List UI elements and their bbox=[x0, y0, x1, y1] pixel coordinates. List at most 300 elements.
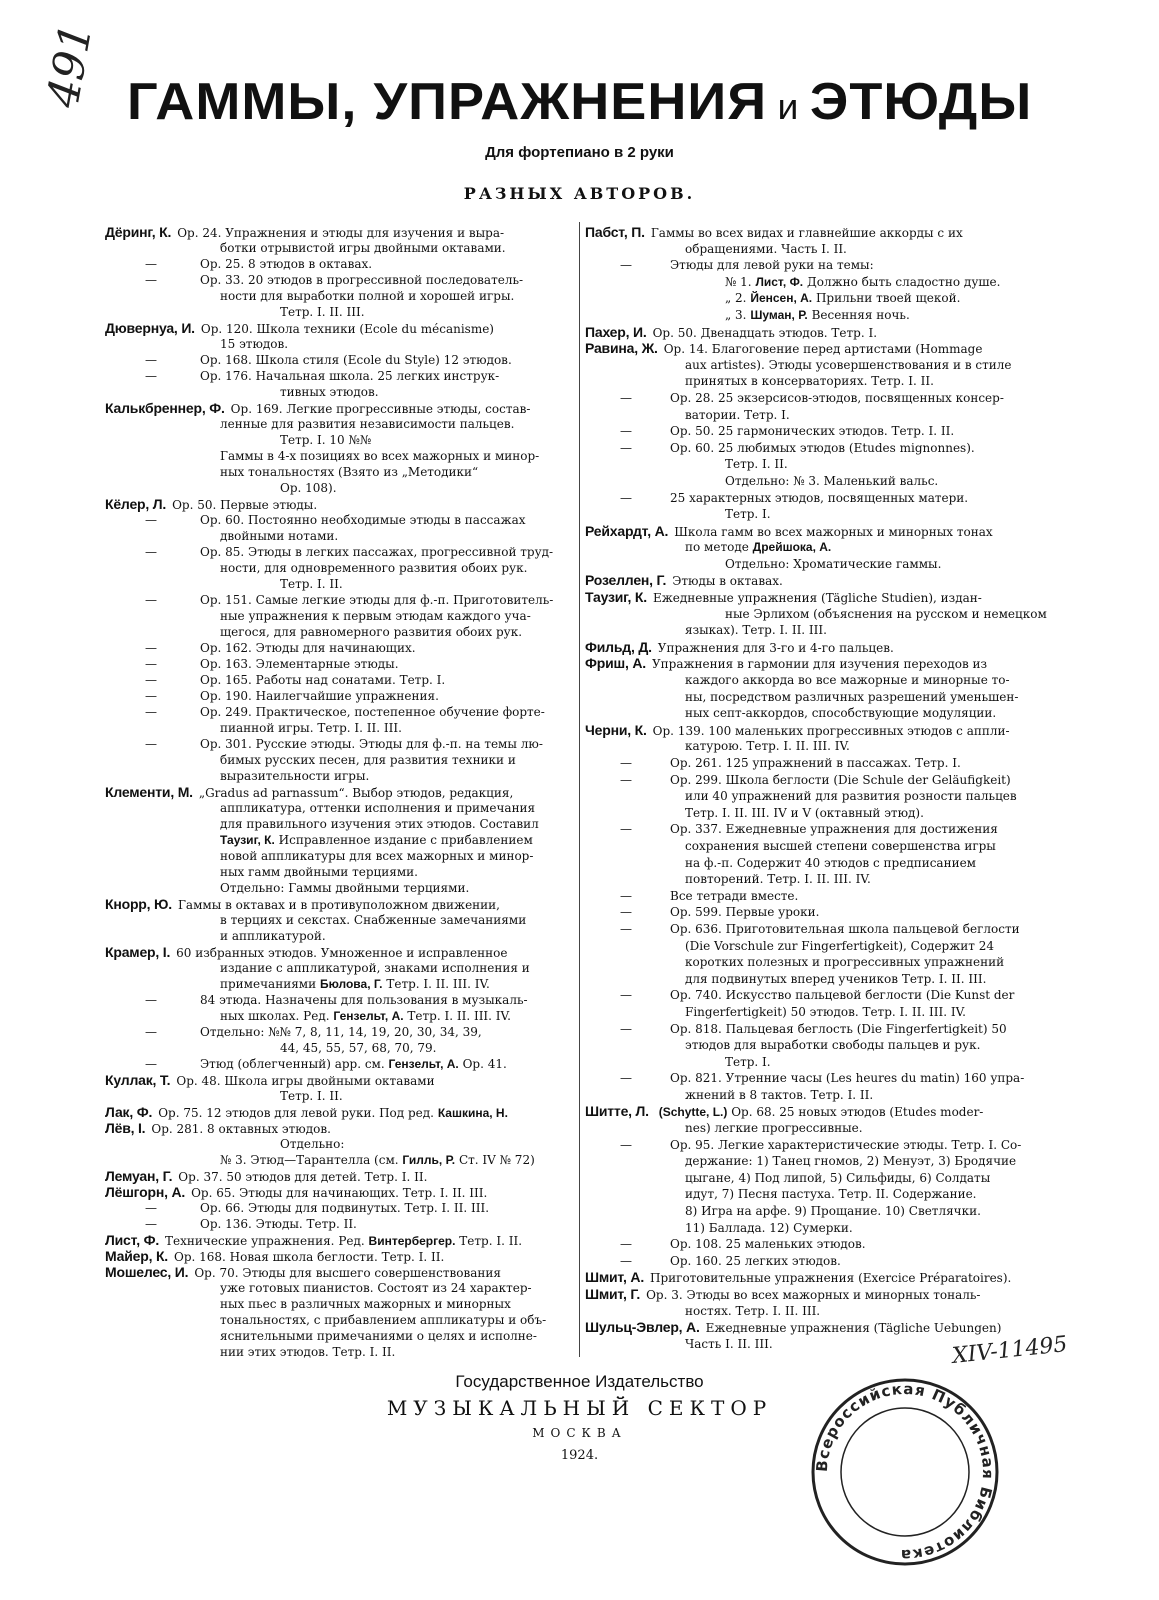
work-description: Тетр. I. bbox=[725, 1054, 771, 1069]
dash-mark: — bbox=[145, 593, 157, 607]
handwritten-inventory-number: XIV-11495 bbox=[950, 1332, 1069, 1369]
line-content bbox=[670, 888, 798, 905]
catalog-line bbox=[585, 241, 1055, 258]
title-part: ЭТЮДЫ bbox=[809, 73, 1033, 131]
dash-mark: — bbox=[145, 545, 157, 559]
catalog-line bbox=[105, 752, 573, 768]
work-description: Должно быть сладостно душе. bbox=[806, 274, 1001, 289]
work-description: бимых русских песен, для развития техники и bbox=[220, 753, 516, 767]
work-description: 25 характерных этюдов, посвященных матери. bbox=[670, 490, 969, 505]
composer-name: Таузиг, К. bbox=[585, 589, 647, 606]
work-description: этюдов для выработки свободы пальцев и рук. bbox=[685, 1038, 981, 1053]
referenced-name: Винтербергер. bbox=[368, 1234, 456, 1248]
catalog-line bbox=[585, 440, 1055, 457]
catalog-line bbox=[105, 1296, 573, 1312]
dash-mark: — bbox=[145, 689, 157, 703]
work-description: Ор. 169. Легкие прогрессивные этюды, состав- bbox=[230, 402, 531, 416]
work-description: обращениями. Часть I. II. bbox=[685, 241, 847, 256]
work-description: Все тетради вместе. bbox=[670, 888, 799, 903]
work-description: Ор. 299. Школа беглости (Die Schule der Geläufigkeit) bbox=[670, 772, 1011, 787]
composer-name: Лист, Ф. bbox=[105, 1232, 160, 1248]
work-description: Ор. 162. Этюды для начинающих. bbox=[200, 641, 416, 655]
work-description: Ор. 3. Этюды во всех мажорных и минорных тональ- bbox=[646, 1288, 981, 1302]
work-description: Ор. 33. 20 этюдов в прогрессивной последователь- bbox=[200, 273, 524, 287]
line-content bbox=[670, 440, 975, 457]
work-description: Прильни твоей щекой. bbox=[815, 291, 961, 306]
dash-mark: — bbox=[145, 657, 157, 671]
work-description: щегося, для равномерного развития обоих рук. bbox=[220, 625, 523, 639]
work-description: Тетр. I. 10 №№ bbox=[280, 433, 372, 447]
dash-mark: — bbox=[145, 1201, 157, 1215]
work-description: Ор. 95. Легкие характеристические этюды. Тетр. I. Со- bbox=[670, 1137, 1022, 1152]
catalog-line bbox=[105, 704, 573, 720]
catalog-line bbox=[105, 1216, 573, 1232]
composer-name: Кнорр, Ю. bbox=[105, 896, 172, 912]
catalog-line bbox=[105, 688, 573, 704]
work-description: Ор. 636. Приготовительная школа пальцевой беглости bbox=[670, 921, 1020, 936]
catalog-line bbox=[585, 705, 1055, 722]
work-description: Ор. 249. Практическое, постепенное обучение форте- bbox=[200, 705, 545, 719]
catalog-line bbox=[105, 880, 573, 896]
line-content bbox=[280, 1088, 343, 1104]
publisher-city: МОСКВА bbox=[532, 1426, 627, 1440]
dash-mark: — bbox=[145, 641, 157, 655]
work-description: ных гамм двойными терциями. bbox=[220, 865, 418, 879]
work-description: Ор. 740. Искусство пальцевой беглости (Die Kunst der bbox=[670, 988, 1015, 1003]
catalog-line bbox=[105, 864, 573, 880]
catalog-line bbox=[585, 1186, 1055, 1203]
line-content bbox=[670, 904, 819, 921]
catalog-line bbox=[585, 1203, 1055, 1220]
line-content bbox=[670, 921, 1020, 938]
catalog-line bbox=[585, 755, 1055, 772]
catalog-line bbox=[585, 290, 1055, 307]
work-description: Гаммы в октавах и в противуположном движении, bbox=[177, 898, 500, 912]
line-content bbox=[200, 1024, 482, 1040]
dash-mark: — bbox=[620, 772, 632, 787]
work-description: Ор. 24. Упражнения и этюды для изучения и выра- bbox=[177, 226, 505, 240]
composer-name: Пабст, П. bbox=[585, 224, 645, 240]
catalog-line bbox=[105, 800, 573, 816]
work-description: в терциях и секстах. Снабженные замечаниями bbox=[220, 913, 527, 927]
catalog-line bbox=[585, 1269, 1055, 1286]
dash-mark: — bbox=[620, 888, 632, 903]
line-content bbox=[585, 1269, 1011, 1287]
catalog-line bbox=[585, 622, 1055, 639]
catalog-line bbox=[585, 572, 1055, 589]
line-content bbox=[725, 556, 941, 573]
line-content bbox=[670, 1236, 866, 1253]
line-content bbox=[585, 1319, 1001, 1337]
catalog-line bbox=[105, 1120, 573, 1136]
work-description: Ор. 599. Первые уроки. bbox=[670, 905, 820, 920]
line-content bbox=[685, 1203, 981, 1220]
line-content bbox=[670, 390, 1004, 407]
work-description: 11) Баллада. 12) Сумерки. bbox=[685, 1220, 853, 1235]
catalog-line bbox=[105, 416, 573, 432]
line-content bbox=[670, 987, 1014, 1004]
work-description: Ор. 821. Утренние часы (Les heures du matin) 160 упра- bbox=[670, 1071, 1025, 1086]
line-content bbox=[585, 639, 894, 657]
line-content bbox=[685, 954, 1004, 971]
work-description: жнений в 8 тактов. Тетр. I. II. bbox=[685, 1087, 874, 1102]
library-stamp-icon bbox=[805, 1372, 1005, 1572]
catalog-line bbox=[105, 336, 573, 352]
work-description: каждого аккорда во все мажорные и минорные то- bbox=[685, 673, 1010, 688]
composer-name: Куллак, Т. bbox=[105, 1072, 171, 1088]
catalog-line bbox=[105, 272, 573, 288]
catalog-line bbox=[105, 368, 573, 384]
catalog-line bbox=[105, 848, 573, 864]
line-content bbox=[685, 1186, 977, 1203]
catalog-line bbox=[585, 274, 1055, 291]
dash-mark: — bbox=[145, 1025, 157, 1039]
catalog-line bbox=[585, 1303, 1055, 1320]
line-content bbox=[105, 1168, 427, 1185]
line-content bbox=[725, 307, 910, 324]
dash-mark: — bbox=[620, 1021, 632, 1036]
work-description: Ежедневные упражнения (Tägliche Studien), издан- bbox=[652, 591, 982, 606]
work-description: Упражнения в гармонии для изучения переходов из bbox=[651, 657, 988, 672]
work-description: Ор. 190. Наилегчайшие упражнения. bbox=[200, 689, 439, 703]
composer-name: Черни, К. bbox=[585, 721, 647, 738]
work-description: Ор. 50. 25 гармонических этюдов. Тетр. I. II. bbox=[670, 424, 955, 439]
line-content bbox=[685, 1170, 990, 1187]
line-content bbox=[220, 416, 514, 432]
dash-mark: — bbox=[620, 1137, 632, 1152]
catalog-line bbox=[105, 960, 573, 976]
catalog-line bbox=[105, 1184, 573, 1200]
catalog-line bbox=[585, 307, 1055, 324]
line-content bbox=[585, 655, 987, 673]
catalog-line bbox=[105, 1040, 573, 1056]
line-content bbox=[220, 464, 478, 480]
catalog-line bbox=[585, 1037, 1055, 1054]
line-content bbox=[685, 705, 996, 722]
line-content bbox=[280, 1040, 436, 1056]
referenced-name: Йенсен, А. bbox=[750, 291, 813, 306]
line-content bbox=[685, 407, 790, 424]
work-description: катурою. Тетр. I. II. III. IV. bbox=[685, 739, 850, 754]
catalog-column-right bbox=[585, 224, 1055, 1352]
catalog-line bbox=[105, 288, 573, 304]
catalog-line bbox=[585, 423, 1055, 440]
composer-name: Майер, К. bbox=[105, 1248, 168, 1264]
catalog-line bbox=[105, 720, 573, 736]
work-description: Этюды в октавах. bbox=[672, 574, 783, 589]
catalog-line bbox=[585, 1087, 1055, 1104]
composer-name: Дювернуа, И. bbox=[105, 320, 195, 336]
work-description: 8) Игра на арфе. 9) Прощание. 10) Светлячки. bbox=[685, 1204, 981, 1219]
catalog-line bbox=[585, 556, 1055, 573]
composer-name: Крамер, I. bbox=[105, 944, 171, 960]
line-content bbox=[670, 1070, 1024, 1087]
catalog-line bbox=[585, 357, 1055, 374]
catalog-line bbox=[105, 944, 573, 960]
publisher-sector: МУЗЫКАЛЬНЫЙ СЕКТОР bbox=[386, 1396, 773, 1420]
catalog-line bbox=[585, 390, 1055, 407]
line-content bbox=[105, 784, 513, 801]
work-description: ботки отрывистой игры двойными октавами. bbox=[220, 241, 506, 255]
work-description: ные Эрлихом (объяснения на русском и немецком bbox=[725, 606, 1047, 621]
catalog-line bbox=[105, 464, 573, 480]
work-description: Тетр. I. II. bbox=[280, 577, 343, 591]
composer-name: Шмит, Г. bbox=[585, 1286, 641, 1302]
line-content bbox=[220, 1008, 511, 1024]
catalog-column-left bbox=[105, 224, 573, 1360]
work-description: пианной игры. Тетр. I. II. III. bbox=[220, 721, 402, 735]
work-description: Приготовительные упражнения (Exercice Préparatoires). bbox=[650, 1271, 1012, 1286]
work-description: Тетр. I. bbox=[725, 507, 771, 522]
work-description: Исправленное издание с прибавлением bbox=[278, 833, 533, 847]
work-description: Ор. 151. Самые легкие этюды для ф.-п. Приготовитель- bbox=[200, 593, 554, 607]
line-content bbox=[280, 576, 343, 592]
catalog-line bbox=[585, 1319, 1055, 1336]
catalog-line bbox=[105, 1056, 573, 1072]
line-content bbox=[670, 821, 998, 838]
work-description: Упражнения для 3-го и 4-го пальцев. bbox=[657, 640, 894, 655]
referenced-name: Шуман, Р. bbox=[750, 307, 808, 322]
line-content bbox=[200, 688, 439, 704]
catalog-line bbox=[105, 448, 573, 464]
work-description: Тетр. I. II. III. IV и V (октавный этюд). bbox=[685, 805, 924, 820]
work-description: Fingerfertigkeit) 50 этюдов. Тетр. I. II. III. IV. bbox=[685, 1004, 966, 1019]
line-content bbox=[200, 992, 528, 1008]
title-conjunction: и bbox=[777, 86, 800, 127]
catalog-line bbox=[585, 506, 1055, 523]
work-description: „ 3. bbox=[725, 307, 747, 322]
line-content bbox=[585, 324, 877, 342]
line-content bbox=[670, 423, 954, 440]
line-content bbox=[685, 622, 827, 639]
line-content bbox=[220, 960, 530, 976]
catalog-line bbox=[105, 608, 573, 624]
line-content bbox=[725, 274, 1000, 291]
work-description: Ор. 14. Благоговение перед артистами (Hommage bbox=[663, 342, 983, 357]
catalog-line bbox=[585, 639, 1055, 656]
catalog-line bbox=[105, 512, 573, 528]
work-description: № 3. Этюд—Тарантелла (см. bbox=[220, 1153, 399, 1167]
catalog-line bbox=[585, 1054, 1055, 1071]
line-content bbox=[670, 1253, 841, 1270]
line-content bbox=[685, 1037, 980, 1054]
work-description: Ор. 337. Ежедневные упражнения для достижения bbox=[670, 822, 998, 837]
work-description: принятых в консерваториях. Тетр. I. II. bbox=[685, 374, 934, 389]
work-description: Ор. 50. Первые этюды. bbox=[172, 498, 318, 512]
catalog-line bbox=[105, 576, 573, 592]
work-description: Ст. IV № 72) bbox=[458, 1153, 535, 1167]
catalog-line bbox=[105, 256, 573, 272]
svg-text:Всероссийская Публичная Библио: Всероссийская Публичная Библиотека bbox=[812, 1379, 998, 1565]
catalog-line bbox=[105, 1232, 573, 1248]
catalog-line bbox=[105, 832, 573, 848]
composer-name: Равина, Ж. bbox=[585, 340, 658, 357]
composer-name: Фильд, Д. bbox=[585, 638, 652, 655]
dash-mark: — bbox=[145, 673, 157, 687]
work-description: ностях. Тетр. I. II. III. bbox=[685, 1303, 821, 1318]
work-description: Тетр. I. II. bbox=[459, 1234, 523, 1248]
line-content bbox=[685, 357, 1011, 374]
work-description: коротких полезных и прогрессивных упражнений bbox=[685, 955, 1005, 970]
referenced-name: Лист, Ф. bbox=[755, 274, 804, 289]
line-content bbox=[220, 288, 514, 304]
work-description: Весенняя ночь. bbox=[811, 307, 910, 322]
catalog-line bbox=[585, 456, 1055, 473]
referenced-name: Гензельт, А. bbox=[333, 1009, 404, 1023]
title-part: ГАММЫ, УПРАЖНЕНИЯ bbox=[126, 73, 768, 131]
catalog-line bbox=[105, 240, 573, 256]
work-description: уже готовых пианистов. Состоят из 24 характер- bbox=[220, 1281, 532, 1295]
work-description: Ор. 176. Начальная школа. 25 легких инструк- bbox=[200, 369, 500, 383]
work-description: Технические упражнения. Ред. bbox=[165, 1234, 365, 1248]
line-content bbox=[105, 496, 317, 513]
catalog-line bbox=[585, 1021, 1055, 1038]
composer-name: Шмит, А. bbox=[585, 1269, 645, 1286]
catalog-line bbox=[105, 1312, 573, 1328]
work-description: Тетр. I. II. bbox=[725, 457, 788, 472]
referenced-name: Гилль, Р. bbox=[402, 1153, 456, 1167]
catalog-line bbox=[105, 816, 573, 832]
line-content bbox=[685, 241, 847, 258]
line-content bbox=[725, 456, 788, 473]
catalog-line bbox=[585, 838, 1055, 855]
catalog-line bbox=[105, 1344, 573, 1360]
work-description: идут, 7) Песня пастуха. Тетр. II. Содержание. bbox=[685, 1187, 977, 1202]
line-content bbox=[585, 1103, 983, 1121]
line-content bbox=[200, 544, 553, 560]
line-content bbox=[105, 1184, 487, 1201]
line-content bbox=[685, 855, 976, 872]
work-description: цыгане, 4) Под липой, 5) Сильфиды, 6) Солдаты bbox=[685, 1170, 991, 1185]
publication-year: 1924. bbox=[560, 1448, 599, 1463]
work-description: по методе bbox=[685, 540, 749, 555]
line-content bbox=[200, 1216, 357, 1232]
line-content bbox=[725, 506, 771, 523]
catalog-line bbox=[585, 987, 1055, 1004]
column-divider bbox=[579, 222, 580, 1357]
line-content bbox=[220, 1152, 535, 1168]
catalog-line bbox=[105, 400, 573, 416]
dash-mark: — bbox=[620, 440, 632, 455]
catalog-line bbox=[105, 1008, 573, 1024]
work-description: примечаниями bbox=[220, 977, 317, 991]
work-description: (Die Vorschule zur Fingerfertigkeit), Содержит 24 bbox=[685, 938, 994, 953]
line-content bbox=[220, 880, 469, 896]
dash-mark: — bbox=[620, 258, 632, 273]
line-content bbox=[200, 272, 523, 288]
catalog-line bbox=[585, 340, 1055, 357]
handwritten-number: 491 bbox=[37, 19, 103, 112]
line-content bbox=[725, 606, 1047, 623]
work-description: ности, для одновременного развития обоих рук. bbox=[220, 561, 528, 575]
catalog-line bbox=[585, 938, 1055, 955]
line-content bbox=[670, 772, 1011, 789]
catalog-line bbox=[105, 1024, 573, 1040]
catalog-line bbox=[105, 1168, 573, 1184]
catalog-line bbox=[585, 224, 1055, 241]
work-description: Ор. 41. bbox=[462, 1057, 507, 1071]
work-description: Ор. 160. 25 легких этюдов. bbox=[670, 1253, 841, 1268]
line-content bbox=[220, 240, 506, 256]
line-content bbox=[200, 656, 399, 672]
line-content bbox=[200, 1200, 489, 1216]
work-description: ности для выработки полной и хорошей игры. bbox=[220, 289, 515, 303]
catalog-line bbox=[585, 788, 1055, 805]
composer-name: Калькбреннер, Ф. bbox=[105, 400, 225, 416]
line-content bbox=[220, 448, 539, 464]
catalog-line bbox=[585, 1153, 1055, 1170]
catalog-line bbox=[105, 480, 573, 496]
work-description: и аппликатурой. bbox=[220, 929, 326, 943]
line-content bbox=[220, 624, 522, 640]
composer-name: Лёв, I. bbox=[105, 1120, 146, 1136]
work-description: Тетр. I. II. III. bbox=[280, 305, 365, 319]
dash-mark: — bbox=[620, 1071, 632, 1086]
work-description: Ор. 108. 25 маленьких этюдов. bbox=[670, 1237, 866, 1252]
work-description: Ор. 66. Этюды для подвинутых. Тетр. I. II. III. bbox=[200, 1201, 490, 1215]
publisher-name: Государственное Издательство bbox=[455, 1372, 704, 1391]
work-description: Ор. 37. 50 этюдов для детей. Тетр. I. II. bbox=[178, 1170, 428, 1184]
line-content bbox=[220, 832, 533, 848]
composer-name: Лак, Ф. bbox=[105, 1104, 153, 1120]
catalog-line bbox=[105, 1200, 573, 1216]
catalog-line bbox=[105, 544, 573, 560]
work-description: Этюды для левой руки на темы: bbox=[670, 258, 874, 273]
line-content bbox=[685, 1336, 773, 1353]
dash-mark: — bbox=[620, 988, 632, 1003]
catalog-line bbox=[585, 606, 1055, 623]
work-description: яснительными примечаниями о целях и исполне- bbox=[220, 1329, 537, 1343]
work-description: выразительности игры. bbox=[220, 769, 370, 783]
catalog-line bbox=[585, 407, 1055, 424]
line-content bbox=[585, 1286, 980, 1304]
line-content bbox=[685, 672, 1010, 689]
catalog-line bbox=[585, 888, 1055, 905]
catalog-line bbox=[585, 805, 1055, 822]
line-content bbox=[105, 1232, 522, 1249]
line-content bbox=[220, 848, 533, 864]
work-description: nes) легкие прогрессивные. bbox=[685, 1121, 863, 1136]
line-content bbox=[280, 480, 337, 496]
work-description: Ор. 165. Работы над сонатами. Тетр. I. bbox=[200, 673, 446, 687]
composer-name: Рейхардт, А. bbox=[585, 522, 669, 539]
work-description: Ор. 28. 25 экзерсисов-этюдов, посвященных консер- bbox=[670, 390, 1004, 405]
work-description: „Gradus ad parnassum“. Выбор этюдов, редакция, bbox=[198, 786, 514, 800]
dash-mark: — bbox=[620, 390, 632, 405]
catalog-line bbox=[585, 539, 1055, 556]
line-content bbox=[585, 340, 982, 358]
composer-name: Кёлер, Л. bbox=[105, 496, 167, 512]
work-description: Ор. 85. Этюды в легких пассажах, прогрессивной труд- bbox=[200, 545, 554, 559]
work-description: Ор. 60. 25 любимых этюдов (Etudes mignonnes). bbox=[670, 440, 975, 455]
catalog-line bbox=[585, 821, 1055, 838]
catalog-line bbox=[585, 655, 1055, 672]
catalog-line bbox=[585, 871, 1055, 888]
line-content bbox=[685, 1120, 863, 1137]
work-description: Ор. 50. Двенадцать этюдов. Тетр. I. bbox=[652, 325, 878, 340]
composer-name: Фриш, А. bbox=[585, 655, 646, 672]
line-content bbox=[670, 1137, 1021, 1154]
line-content bbox=[685, 971, 986, 988]
work-description: 84 этюда. Назначены для пользования в музыкаль- bbox=[200, 993, 528, 1007]
line-content bbox=[220, 1344, 395, 1360]
work-description: 60 избранных этюдов. Умноженное и исправленное bbox=[176, 946, 508, 960]
line-content bbox=[685, 373, 934, 390]
dash-mark: — bbox=[620, 424, 632, 439]
work-description: Тетр. I. II. III. IV. bbox=[386, 977, 490, 991]
catalog-line bbox=[585, 722, 1055, 739]
line-content bbox=[200, 1056, 507, 1072]
